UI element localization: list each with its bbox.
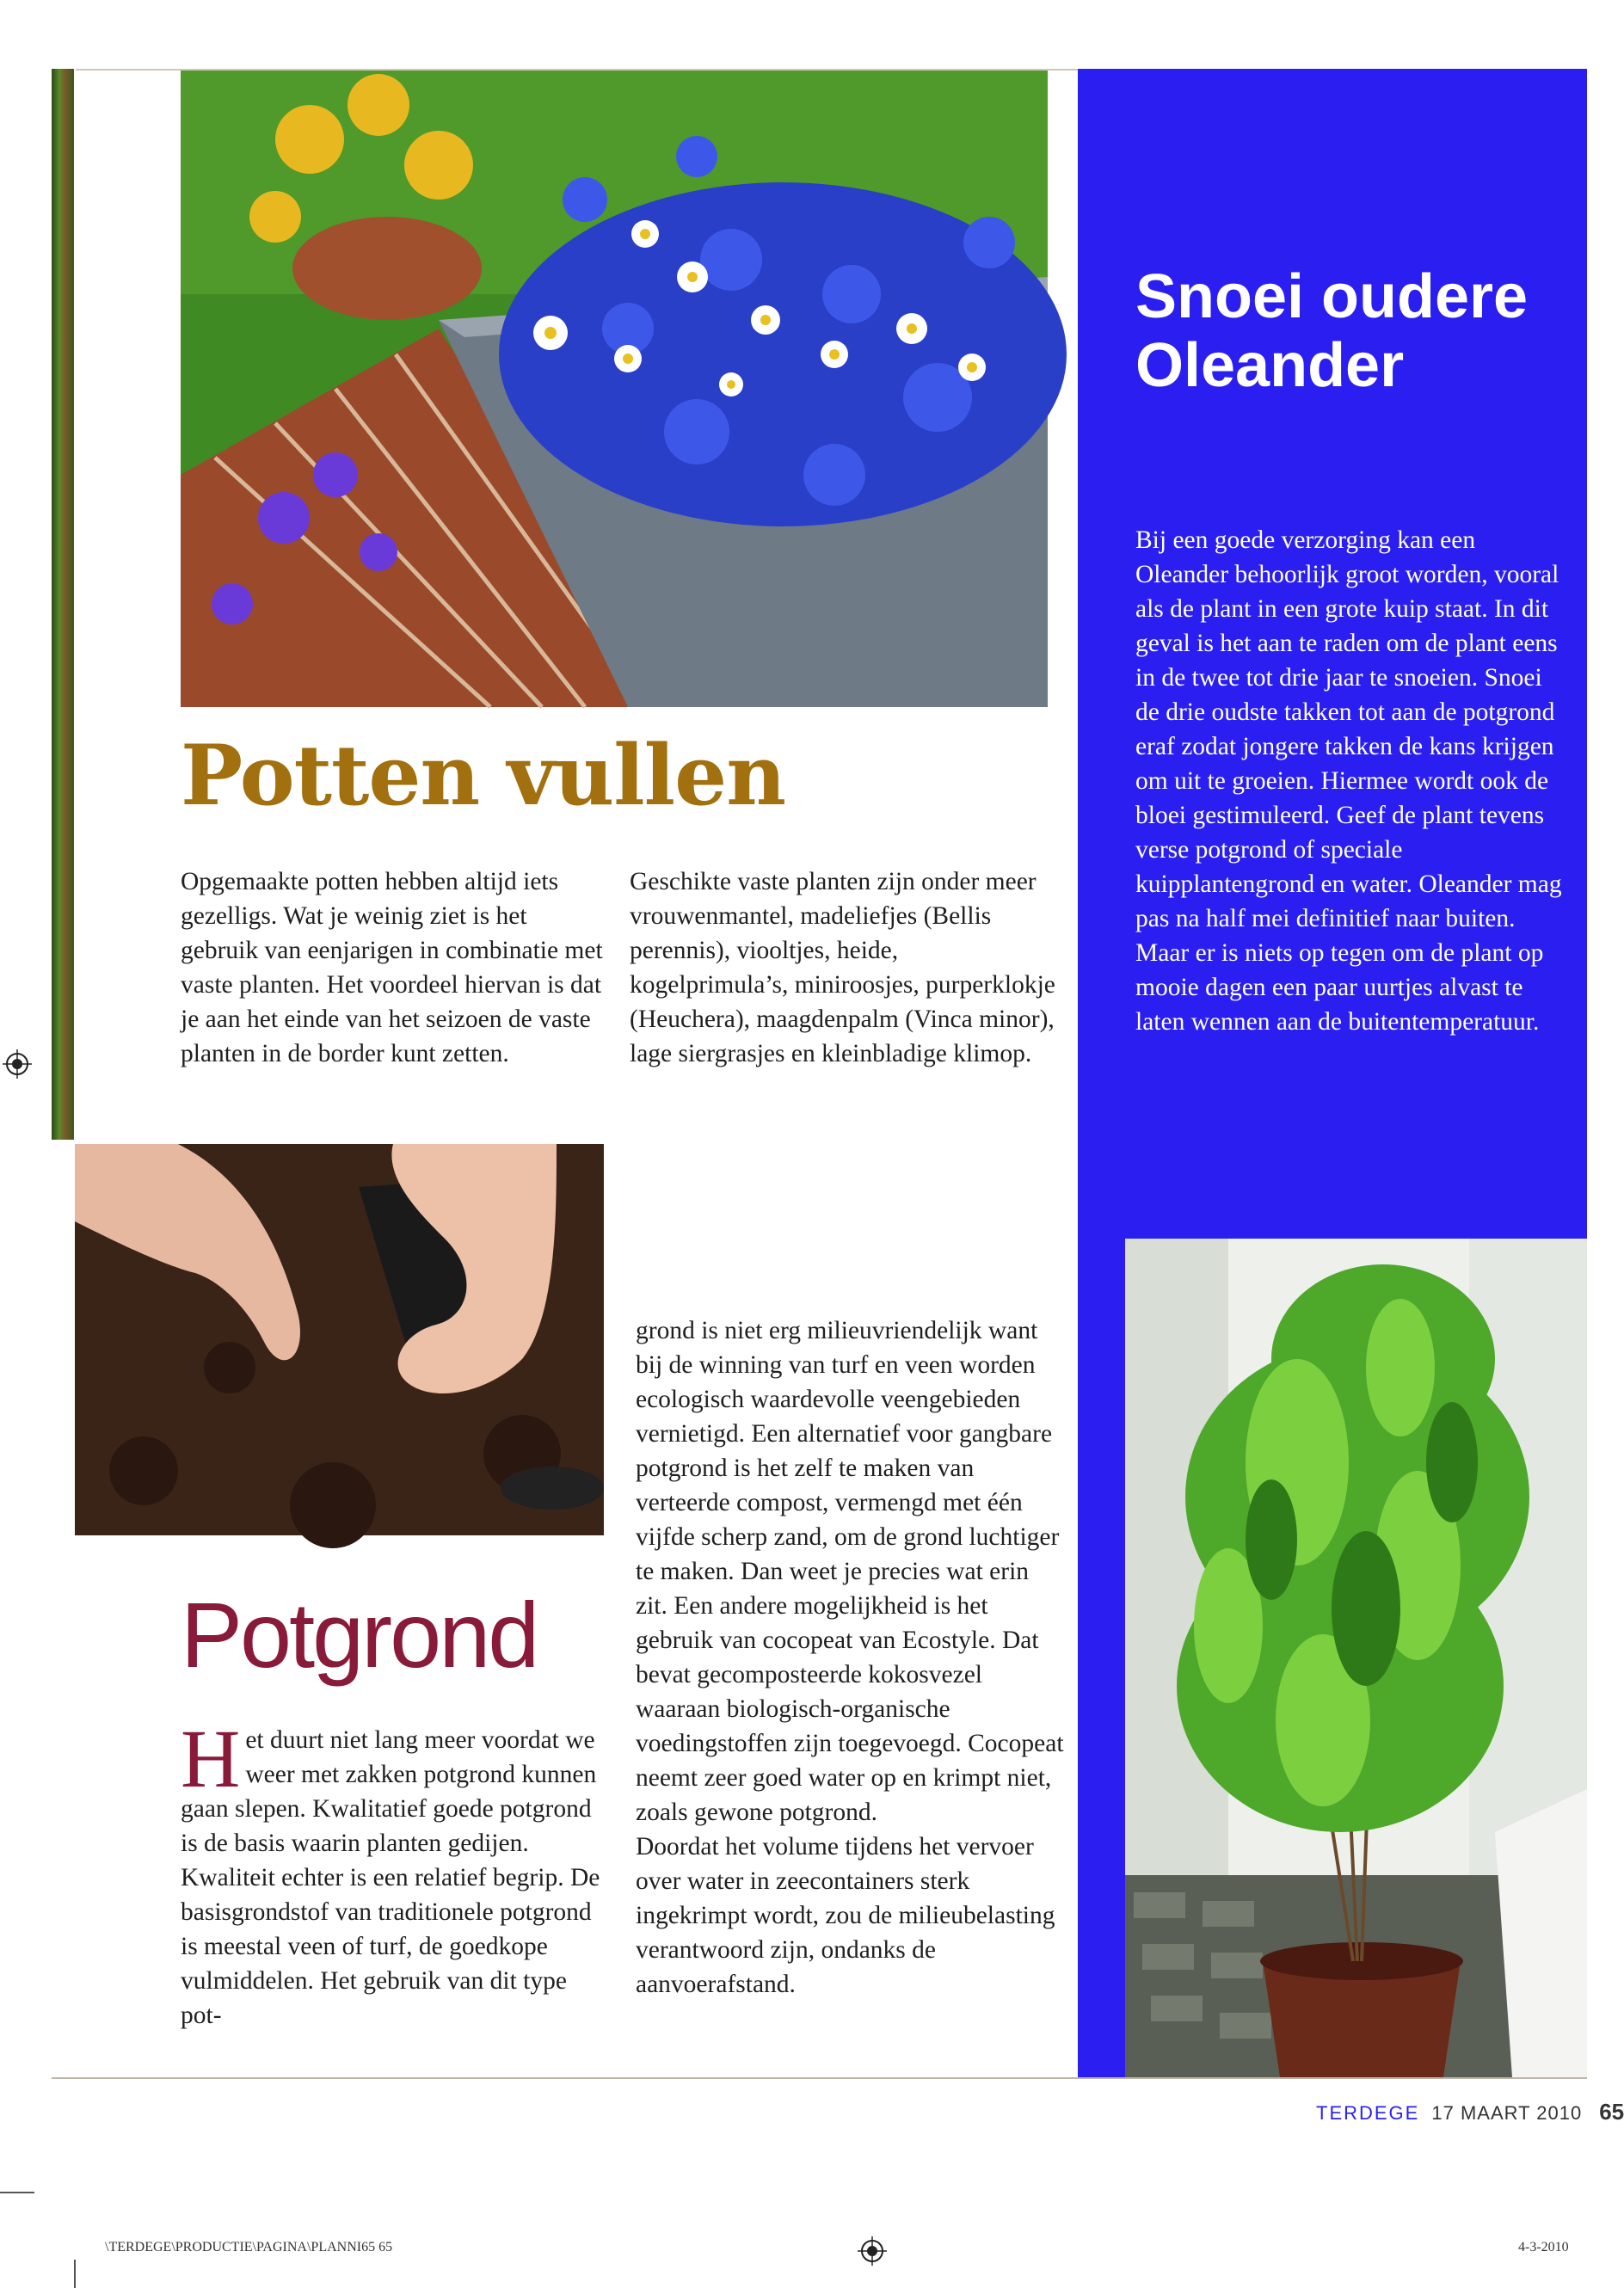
registration-mark-icon: [3, 1049, 32, 1079]
potgrond-col2: [636, 1313, 1066, 2002]
edge-photo-strip: [52, 69, 74, 1140]
footer-date: 17 MAART 2010: [1431, 2102, 1583, 2124]
flower-planter-photo: [181, 71, 1048, 707]
potgrond-col1: [181, 1713, 606, 2033]
bottom-rule: [52, 2077, 1587, 2079]
crop-mark: [74, 2260, 76, 2288]
potgrond-col1-text: et duurt niet lang meer voordat we weer met zakken potgrond kunnen gaan slepen. Kwalitatief goede potgrond is de basis waarin planten gedijen. Kwaliteit echter is een relatief begrip. De basisgrondstof van traditionele potgrond is meestal veen of turf, de goedkope vulmiddelen. Het gebruik van dit type pot-: [181, 1726, 600, 2029]
drop-cap: H: [181, 1713, 241, 1805]
slug-path: \TERDEGE\PRODUCTIE\PAGINA\PLANNI65 65: [105, 2240, 393, 2254]
page-footer: [1316, 2099, 1624, 2125]
potten-vullen-heading: Potten vullen: [181, 727, 786, 824]
crop-mark: [0, 2192, 34, 2193]
sidebar-text: Bij een goede verzorging kan een Oleander behoorlijk groot worden, vooral als de plant in een grote kuip staat. In dit geval is het aan te raden om de plant eens in de twee tot drie jaar te snoeien. Snoei de drie oudste takken tot aan de potgrond eraf zodat jongere takken de kans krijgen om uit te groeien. Hiermee wordt ook de bloei gestimuleerd. Geef de plant tevens verse potgrond of speciale kuipplantengrond en water. Oleander mag pas na half mei definitief naar buiten. Maar er is niets op tegen om de plant op mooie dagen een paar uurtjes alvast te laten wennen aan de buitentemperatuur.: [1135, 526, 1562, 1036]
potten-vullen-col2: Geschikte vaste planten zijn onder meer vrouwenmantel, madeliefjes (Bellis perennis), viooltjes, heide, kogelprimula’s, miniroosjes, purperklokje (Heuchera), maagdenpalm (Vinca minor), lage siergrasjes en kleinbladige klimop.: [630, 868, 1055, 1067]
footer-brand: TERDEGE: [1316, 2102, 1420, 2124]
slug-date: 4-3-2010: [1518, 2240, 1569, 2254]
hands-soil-photo: [75, 1144, 604, 1535]
potten-vullen-col1: Opgemaakte potten hebben altijd iets gezelligs. Wat je weinig ziet is het gebruik van eenjarigen in combinatie met vaste planten. Het voordeel hiervan is dat je aan het einde van het seizoen de vaste planten in de border kunt zetten.: [181, 868, 603, 1067]
oleander-photo: [1125, 1239, 1587, 2077]
page-number: 65: [1599, 2099, 1624, 2125]
potgrond-col2-p2: Doordat het volume tijdens het vervoer over water in zeecontainers sterk ingekrimpt wordt, zou de milieubelasting verantwoord zijn, ondanks de aanvoerafstand.: [636, 1833, 1055, 1998]
potgrond-heading: Potgrond: [181, 1583, 538, 1687]
sidebar-heading: Snoei oudere Oleander: [1135, 262, 1529, 400]
potgrond-col2-p1: grond is niet erg milieuvriendelijk want bij de winning van turf en veen worden ecologisch waardevolle veengebieden vernietigd. Een alternatief voor gangbare potgrond is het zelf te maken van verteerde compost, vermengd met één vijfde scherp zand, om de grond luchtiger te maken. Dan weet je precies wat erin zit. Een andere mogelijkheid is het gebruik van cocopeat van Ecostyle. Dat bevat gecomposteerde kokosvezel waaraan biologisch-organische voedingstoffen zijn toegevoegd. Cocopeat neemt zeer goed water op en krimpt niet, zoals gewone potgrond.: [636, 1317, 1064, 1826]
registration-mark-icon: [858, 2236, 887, 2266]
